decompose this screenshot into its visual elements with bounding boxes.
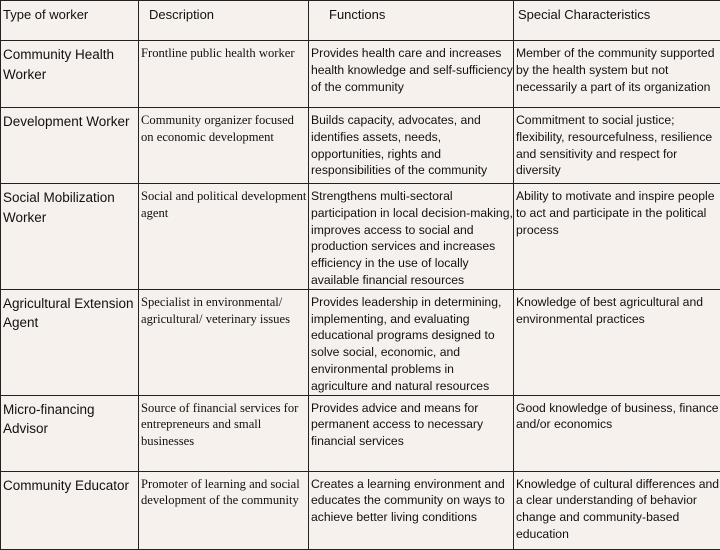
cell-type: Agricultural Extension Agent xyxy=(1,289,139,395)
cell-functions: Provides advice and means for permanent access to necessary financial services xyxy=(309,395,514,471)
header-functions: Functions xyxy=(309,1,514,41)
cell-functions: Creates a learning environment and educates the community on ways to achieve better living conditions xyxy=(309,471,514,549)
cell-special: Knowledge of best agricultural and environmental practices xyxy=(514,289,720,395)
cell-description: Promoter of learning and social development of the community xyxy=(139,471,309,549)
cell-type: Community Health Worker xyxy=(1,41,139,108)
cell-special: Knowledge of cultural differences and a clear understanding of behavior change and community-based education xyxy=(514,471,720,549)
cell-functions: Provides leadership in determining, implementing, and evaluating educational programs designed to solve social, economic, and environmental problems in agriculture and natural resources xyxy=(309,289,514,395)
header-type: Type of worker xyxy=(1,1,139,41)
cell-description: Social and political development agent xyxy=(139,184,309,290)
cell-special: Commitment to social justice; flexibility, resourcefulness, resilience and sensitivity and respect for diversity xyxy=(514,108,720,184)
cell-type: Development Worker xyxy=(1,108,139,184)
table-row xyxy=(1,289,720,395)
table-row xyxy=(1,184,720,290)
header-row xyxy=(1,1,720,41)
cell-functions: Provides health care and increases health knowledge and self-sufficiency of the community xyxy=(309,41,514,108)
cell-description: Community organizer focused on economic development xyxy=(139,108,309,184)
table-row xyxy=(1,108,720,184)
cell-functions: Strengthens multi-sectoral participation in local decision-making, improves access to social and production services and increases efficiency in the use of locally available financial resources xyxy=(309,184,514,290)
cell-type: Micro-financing Advisor xyxy=(1,395,139,471)
cell-special: Ability to motivate and inspire people to act and participate in the political process xyxy=(514,184,720,290)
table-row xyxy=(1,395,720,471)
header-description: Description xyxy=(139,1,309,41)
header-special-characteristics: Special Characteristics xyxy=(514,1,720,41)
cell-type: Community Educator xyxy=(1,471,139,549)
table-row xyxy=(1,471,720,549)
cell-special: Member of the community supported by the health system but not necessarily a part of its organization xyxy=(514,41,720,108)
table-row xyxy=(1,41,720,108)
cell-description: Source of financial services for entrepreneurs and small businesses xyxy=(139,395,309,471)
cell-type: Social Mobilization Worker xyxy=(1,184,139,290)
cell-functions: Builds capacity, advocates, and identifies assets, needs, opportunities, rights and responsibilities of the community xyxy=(309,108,514,184)
cell-description: Specialist in environmental/ agricultural/ veterinary issues xyxy=(139,289,309,395)
cell-special: Good knowledge of business, finance and/or economics xyxy=(514,395,720,471)
cell-description: Frontline public health worker xyxy=(139,41,309,108)
